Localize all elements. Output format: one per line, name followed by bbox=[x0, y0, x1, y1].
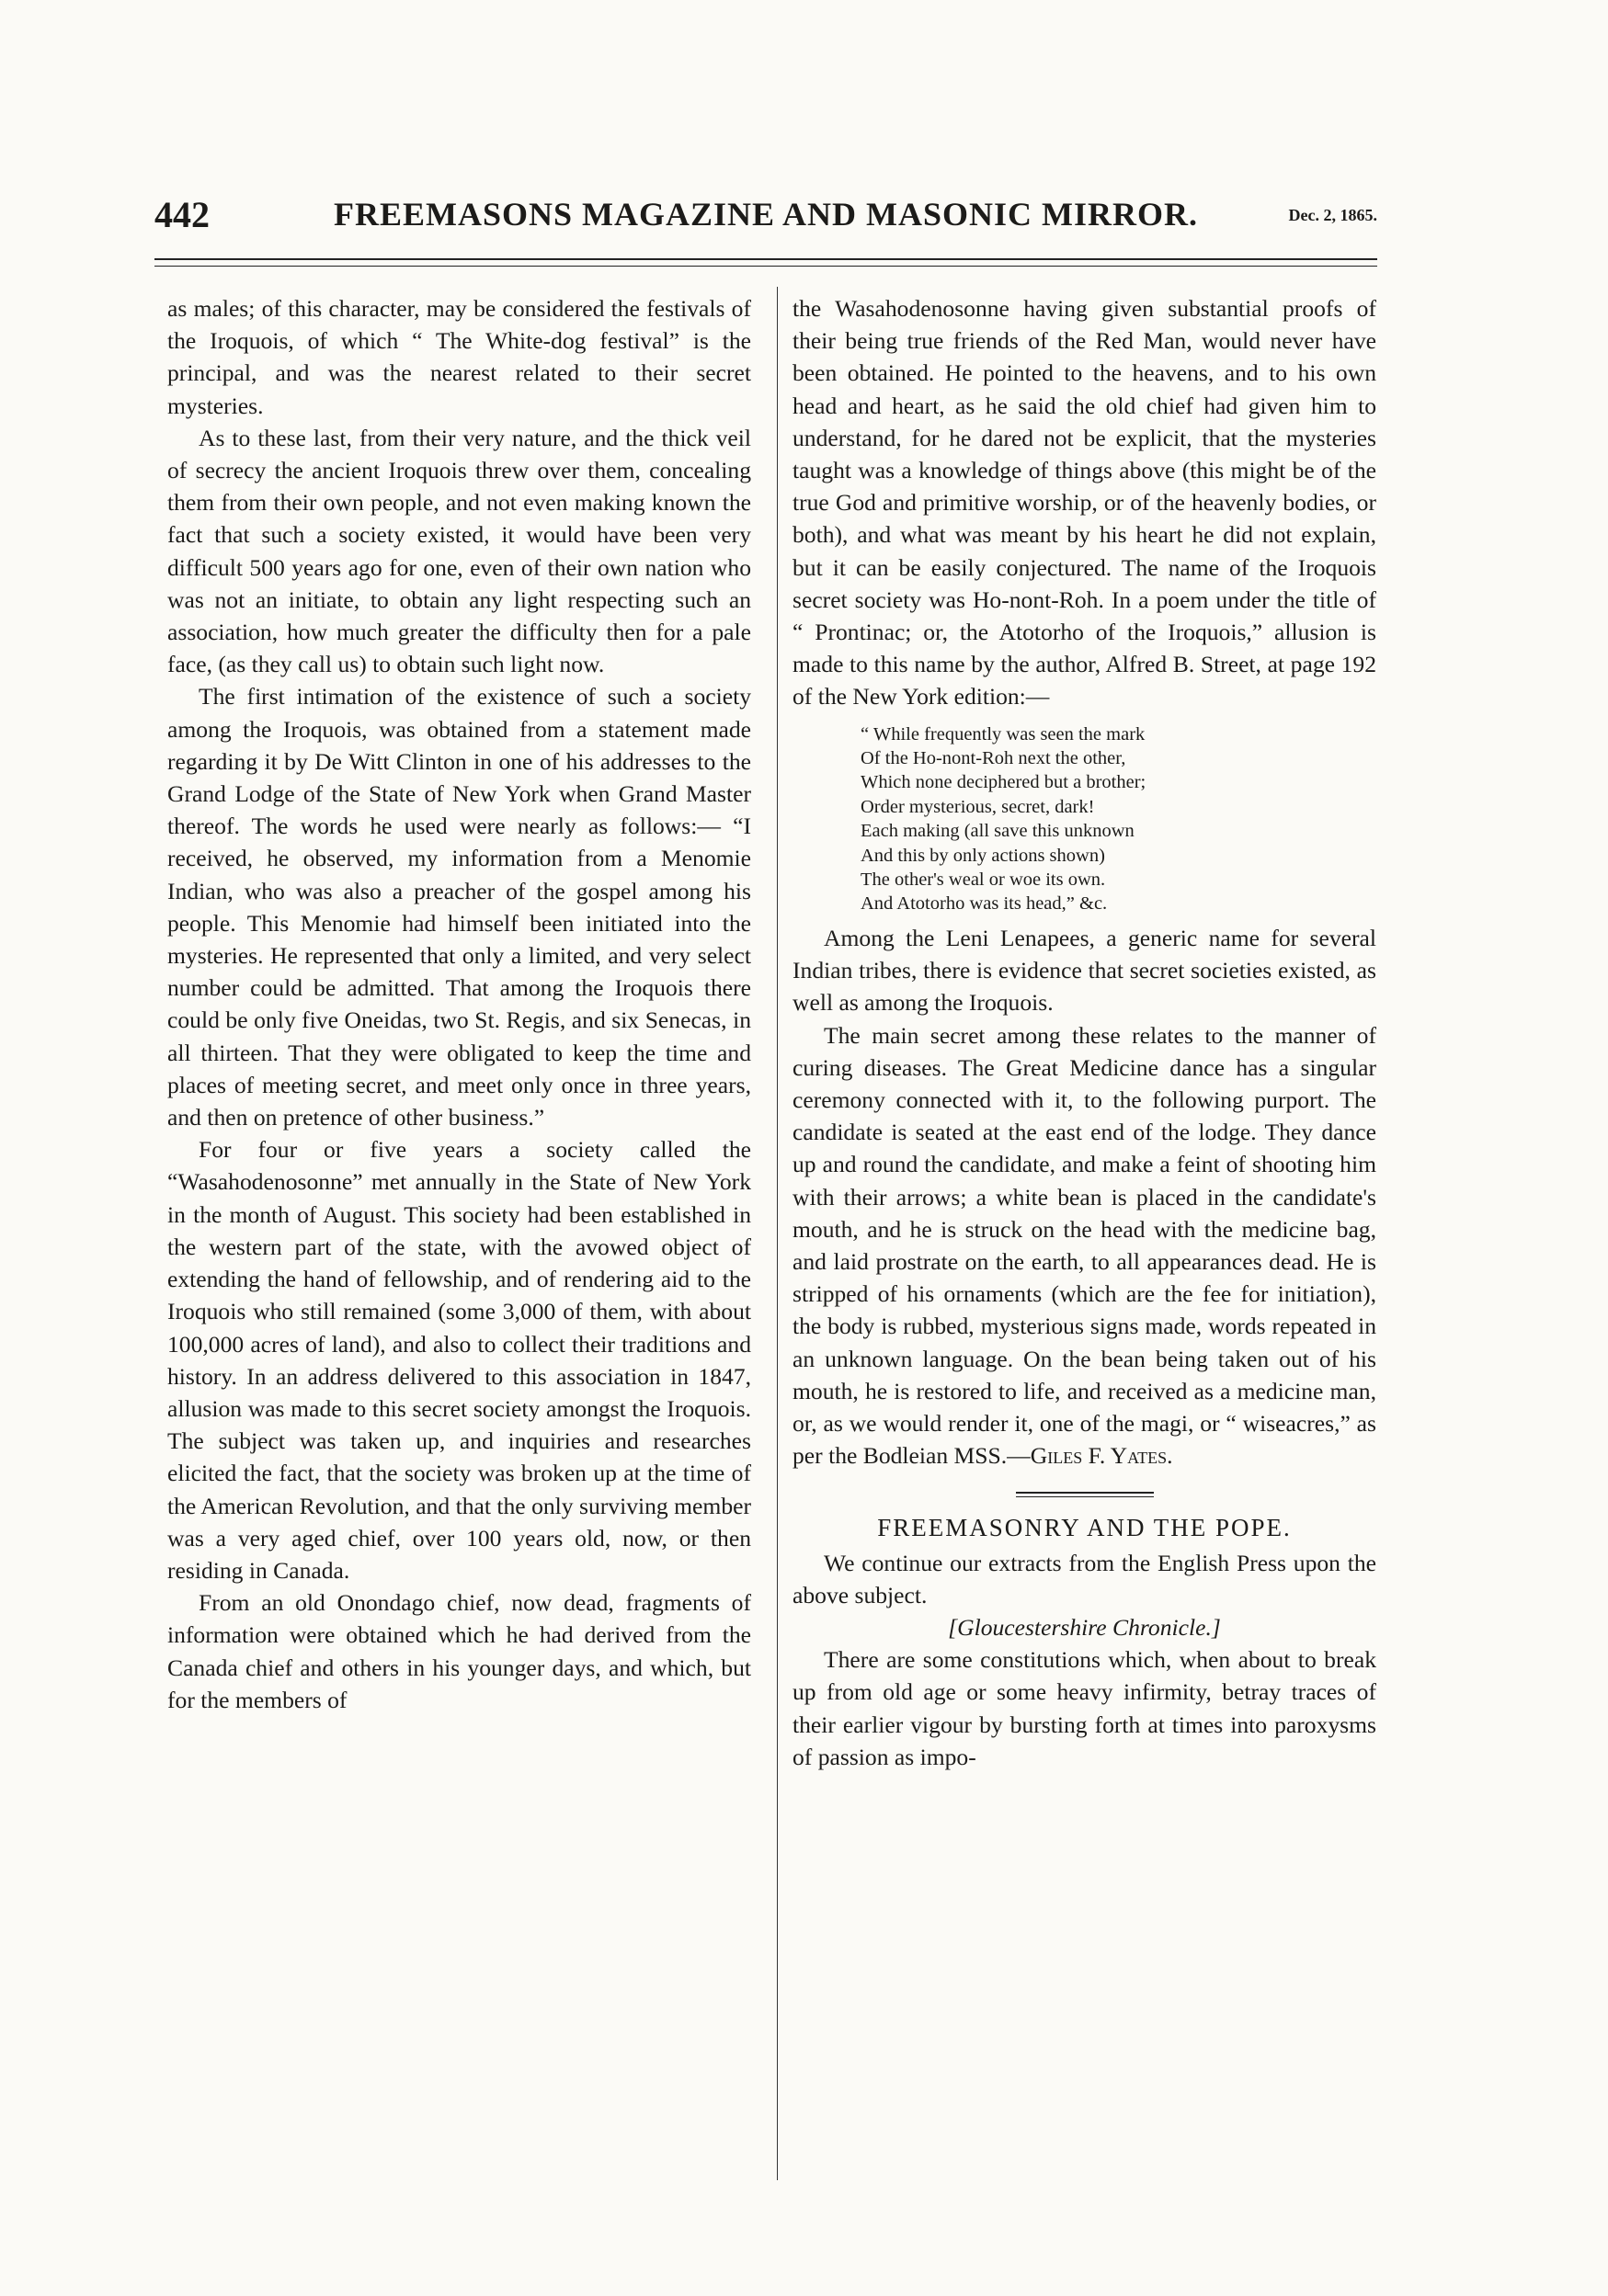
column-divider bbox=[777, 287, 778, 2180]
paragraph: From an old Onondago chief, now dead, fragments of information were obtained which he had derived from the Canada chief and others in his younger days, and which, but for the members of bbox=[167, 1589, 751, 1713]
paragraph bbox=[793, 1019, 1376, 1472]
issue-date: Dec. 2, 1865. bbox=[1288, 206, 1377, 224]
page-number: 442 bbox=[154, 194, 210, 235]
paragraph: The first intimation of the existence of such a society among the Iroquois, was obtained from a statement made regarding it by De Witt Clinton in one of his addresses to the Grand Lodge of the State of New York when Grand Master thereof. The words he used were nearly as follows:— “I received, he observed, my information from a Menomie Indian, who was also a preacher of the gospel among his people. This Menomie had himself been initiated into the mysteries. He represented that only a limited, and very select number could be admitted. That among the Iroquois there could be only five Oneidas, two St. Regis, and six Senecas, in all thirteen. That they were obligated to keep the time and places of meeting secret, and meet only once in three years, and then on pretence of other business.” bbox=[167, 683, 751, 1131]
poem-line: Order mysterious, secret, dark! bbox=[861, 796, 1095, 817]
right-column bbox=[793, 292, 1376, 1773]
paragraph: For four or five years a society called the “Wasahodenosonne” met annually in the State of New York in the month of August. This society had been established in the western part of the state, with the avowed object of extending the hand of fellowship, and of rendering aid to the Iroquois who still remained (some 3,000 of them, with about 100,000 acres of land), and also to collect their traditions and history. In an address delivered to this association in 1847, allusion was made to this secret society amongst the Iroquois. The subject was taken up, and inquiries and researches elicited the fact, that the society was broken up at the time of the American Revolution, and that the only surviving member was a very aged chief, over 100 years old, now, or then residing in Canada. bbox=[167, 1136, 751, 1584]
poem-line: The other's weal or woe its own. bbox=[861, 870, 1106, 891]
paragraph: the Wasahodenosonne having given substantial proofs of their being true friends of the Red Man, would never have been obtained. He pointed to the heavens, and to his own head and heart, as he said the old chief had given him to understand, for he dared not be explicit, that the mysteries taught was a knowledge of things above (this might be of the true God and primitive worship, or of the heavenly bodies, or both), and what was meant by his heart he did not explain, but it can be easily conjectured. The name of the Iroquois secret society was Ho-nont-Roh. In a poem under the title of “ Prontinac; or, the Atotorho of the Iroquois,” allusion is made to this name by the author, Alfred B. Street, at page 192 of the New York edition:— bbox=[793, 295, 1376, 710]
paragraph-text: The main secret among these relates to the manner of curing diseases. The Great Medicine dance has a singular ceremony connected with it, to the following purport. The candidate is seated at the east end of the lodge. They dance up and round the candidate, and make a feint of shooting him with their arrows; a white bean is placed in the candidate's mouth, and he is struck on the head with the medicine bag, and laid prostrate on the earth, to all appearances dead. He is stripped of his ornaments (which are the fee for initiation), the body is rubbed, mysterious signs made, words repeated in an unknown language. On the bean being taken out of his mouth, he is restored to life, and received as a medicine man, or, as we would render it, one of the magi, or “ wiseacres,” as per the Bodleian MSS.— bbox=[793, 1021, 1376, 1470]
poem-quote bbox=[861, 722, 1376, 916]
author-signature: Giles F. Yates. bbox=[1030, 1442, 1173, 1470]
left-column bbox=[167, 292, 751, 1716]
paragraph: There are some constitutions which, when about to break up from old age or some heavy infirmity, betray traces of their earlier vigour by bursting forth at times into paroxysms of passion as impo- bbox=[793, 1646, 1376, 1770]
paragraph: As to these last, from their very nature, and the thick veil of secrecy the ancient Iroquois threw over them, concealing them from their own people, and not even making known the fact that such a society existed, it would have been very difficult 500 years ago for one, even of their own nation who was not an initiate, to obtain any light respecting such an association, how much greater the difficulty then for a pale face, (as they call us) to obtain such light now. bbox=[167, 424, 751, 678]
paragraph: We continue our extracts from the English Press upon the above subject. bbox=[793, 1549, 1376, 1608]
poem-line: “ While frequently was seen the mark bbox=[861, 723, 1146, 744]
poem-line: Which none deciphered but a brother; bbox=[861, 772, 1146, 793]
publication-title: FREEMASONS MAGAZINE AND MASONIC MIRROR. bbox=[333, 196, 1199, 233]
header-rule-thin bbox=[154, 266, 1377, 267]
header-rule bbox=[154, 258, 1377, 260]
paragraph: Among the Leni Lenapees, a generic name for several Indian tribes, there is evidence that secret societies existed, as well as among the Iroquois. bbox=[793, 924, 1376, 1017]
poem-line: Of the Ho-nont-Roh next the other, bbox=[861, 748, 1126, 769]
poem-line: And this by only actions shown) bbox=[861, 845, 1105, 866]
source-citation: [Gloucestershire Chronicle.] bbox=[948, 1613, 1221, 1641]
section-title: FREEMASONRY AND THE POPE. bbox=[877, 1514, 1292, 1542]
page-header bbox=[154, 193, 1377, 244]
poem-line: And Atotorho was its head,” &c. bbox=[861, 893, 1108, 915]
section-separator bbox=[1016, 1492, 1154, 1497]
poem-line: Each making (all save this unknown bbox=[861, 821, 1135, 842]
paragraph: as males; of this character, may be considered the festivals of the Iroquois, of which “ The White-dog festival” is the principal, and was the nearest related to their secret mysteries. bbox=[167, 295, 751, 419]
